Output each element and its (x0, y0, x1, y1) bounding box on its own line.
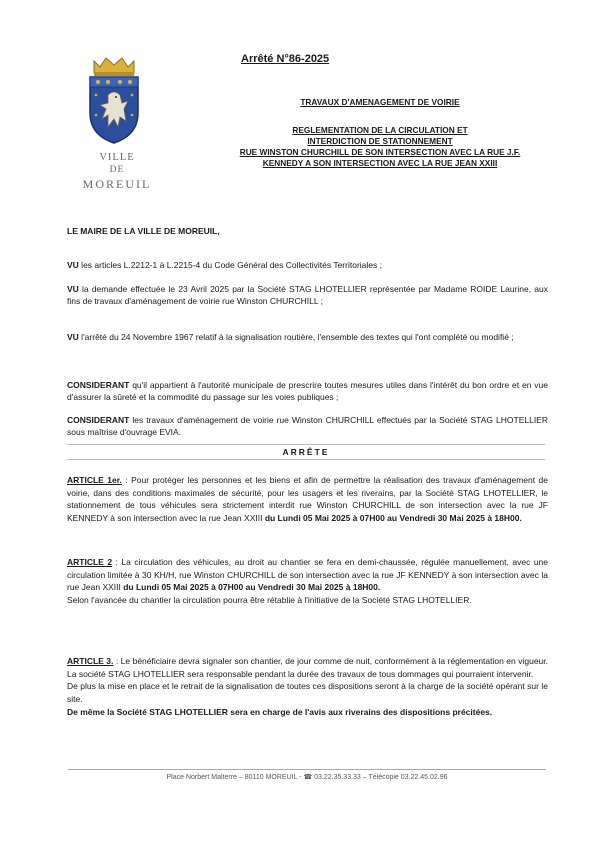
article-2-label: ARTICLE 2 (67, 557, 113, 567)
town-name-line1: VILLE (99, 152, 135, 163)
article-3-text-2: De plus la mise en place et le retrait de la signalisation de toutes ces dispositions seront à la charge de la société opérant sur le site. (67, 681, 548, 705)
arrete-number: Arrêté N°86-2025 (241, 53, 330, 65)
vu-label: VU (67, 331, 79, 342)
article-3 (67, 655, 548, 719)
town-name-line2: DE (109, 165, 125, 175)
article-3-bold-text: De même la Société STAG LHOTELLIER sera en charge de l'avis aux riverains des dispositions précitées. (67, 706, 493, 717)
article-2-body: : La circulation des véhicules, au droit au chantier se fera en demi-chaussée, régulée manuellement, avec une circulation limitée à 30 KH/H, rue Winston CHURCHILL de son intersection avec la rue JF KENNEDY à son intersection avec la rue Jean XXIII (67, 557, 549, 593)
article-3-text (67, 655, 548, 680)
considerant-text: qu'il appartient à l'autorité municipale de prescrire toutes mesures utiles dans l'intérêt du bon ordre et en vue d'assurer la sûreté et la commodité du passage sur les voies publiques ; (67, 379, 548, 403)
town-coat-of-arms-icon (84, 55, 144, 145)
vu-paragraph-3 (67, 331, 548, 344)
article-3-label: ARTICLE 3. (67, 656, 114, 666)
article-1 (67, 474, 548, 525)
vu-paragraph-1 (67, 259, 548, 272)
considerant-text: les travaux d'aménagement de voirie rue Winston CHURCHILL effectués par la Société STAG LHOTELLIER sous maîtrise d'ouvrage EVIA. (67, 414, 548, 438)
considerant-label: CONSIDERANT (67, 379, 130, 390)
vu-text: la demande effectuée le 23 Avril 2025 par la Société STAG LHOTELLIER représentée par Madame ROIDE Laurine, aux fins de travaux d'aménagement de voirie rue Winston CHURCHILL ; (67, 283, 548, 307)
subtitle-line: REGLEMENTATION DE LA CIRCULATION ET (292, 125, 468, 135)
article-1-body: : Pour protéger les personnes et les biens et afin de permettre la réalisation des travaux d'aménagement de voirie, dans des conditions maximales de sécurité, pour les usagers et les riverains, par la Société STAG LHOTELLIER, le stationnement de tous véhicules sera strictement interdit rue Winston CHURCHILL de son intersection avec la rue JF KENNEDY à son intersection avec la rue Jean XXIII (67, 475, 548, 524)
arrete-section-heading: ARRÊTE (67, 444, 545, 460)
article-1-dates: du Lundi 05 Mai 2025 à 07H00 au Vendredi 30 Mai 2025 à 18H00. (264, 513, 522, 524)
footer-divider (68, 769, 546, 770)
article-2-text-2: Selon l'avancée du chantier la circulation pourra être rétablie à l'initiative de la Société STAG LHOTELLIER. (67, 595, 472, 606)
subtitle-line: RUE WINSTON CHURCHILL DE SON INTERSECTION AVEC LA RUE J.F. (239, 147, 521, 157)
town-name-line3: MOREUIL (82, 177, 152, 191)
maire-heading: LE MAIRE DE LA VILLE DE MOREUIL, (67, 226, 220, 236)
article-1-text (67, 474, 548, 525)
considerant-label: CONSIDERANT (67, 414, 130, 425)
article-2-text (67, 556, 548, 594)
vu-paragraph-2 (67, 283, 548, 308)
vu-label: VU (67, 259, 79, 270)
vu-label: VU (67, 283, 79, 294)
vu-text: les articles L.2212-1 à L.2215-4 du Code Général des Collectivités Territoriales ; (78, 259, 382, 270)
subtitle-line: KENNEDY A SON INTERSECTION AVEC LA RUE JEAN XXIII (262, 158, 498, 168)
article-1-label: ARTICLE 1er. (67, 475, 122, 485)
article-2 (67, 556, 548, 607)
considerant-paragraph-2 (67, 414, 548, 439)
considerant-paragraph-1 (67, 379, 548, 404)
document-subtitle (210, 125, 550, 169)
vu-text: l'arrêté du 24 Novembre 1967 relatif à la signalisation routière, l'ensemble des textes qui l'ont complété ou modifié ; (78, 331, 514, 342)
document-title: TRAVAUX D'AMENAGEMENT DE VOIRIE (300, 97, 460, 107)
article-3-body: : Le bénéficiaire devra signaler son chantier, de jour comme de nuit, conformément à la réglementation en vigueur. La société STAG LHOTELLIER sera responsable pendant la durée des travaux de tous dommages qui pourraient intervenir. (67, 656, 548, 679)
article-2-dates: du Lundi 05 Mai 2025 à 07H00 au Vendredi 30 Mai 2025 à 18H00. (123, 582, 381, 593)
footer-address: Place Norbert Malterre – 80110 MOREUIL - ☎ 03.22.35.33.33 – Télécopie 03.22.45.02.96 (166, 774, 448, 781)
subtitle-line: INTERDICTION DE STATIONNEMENT (307, 136, 453, 146)
